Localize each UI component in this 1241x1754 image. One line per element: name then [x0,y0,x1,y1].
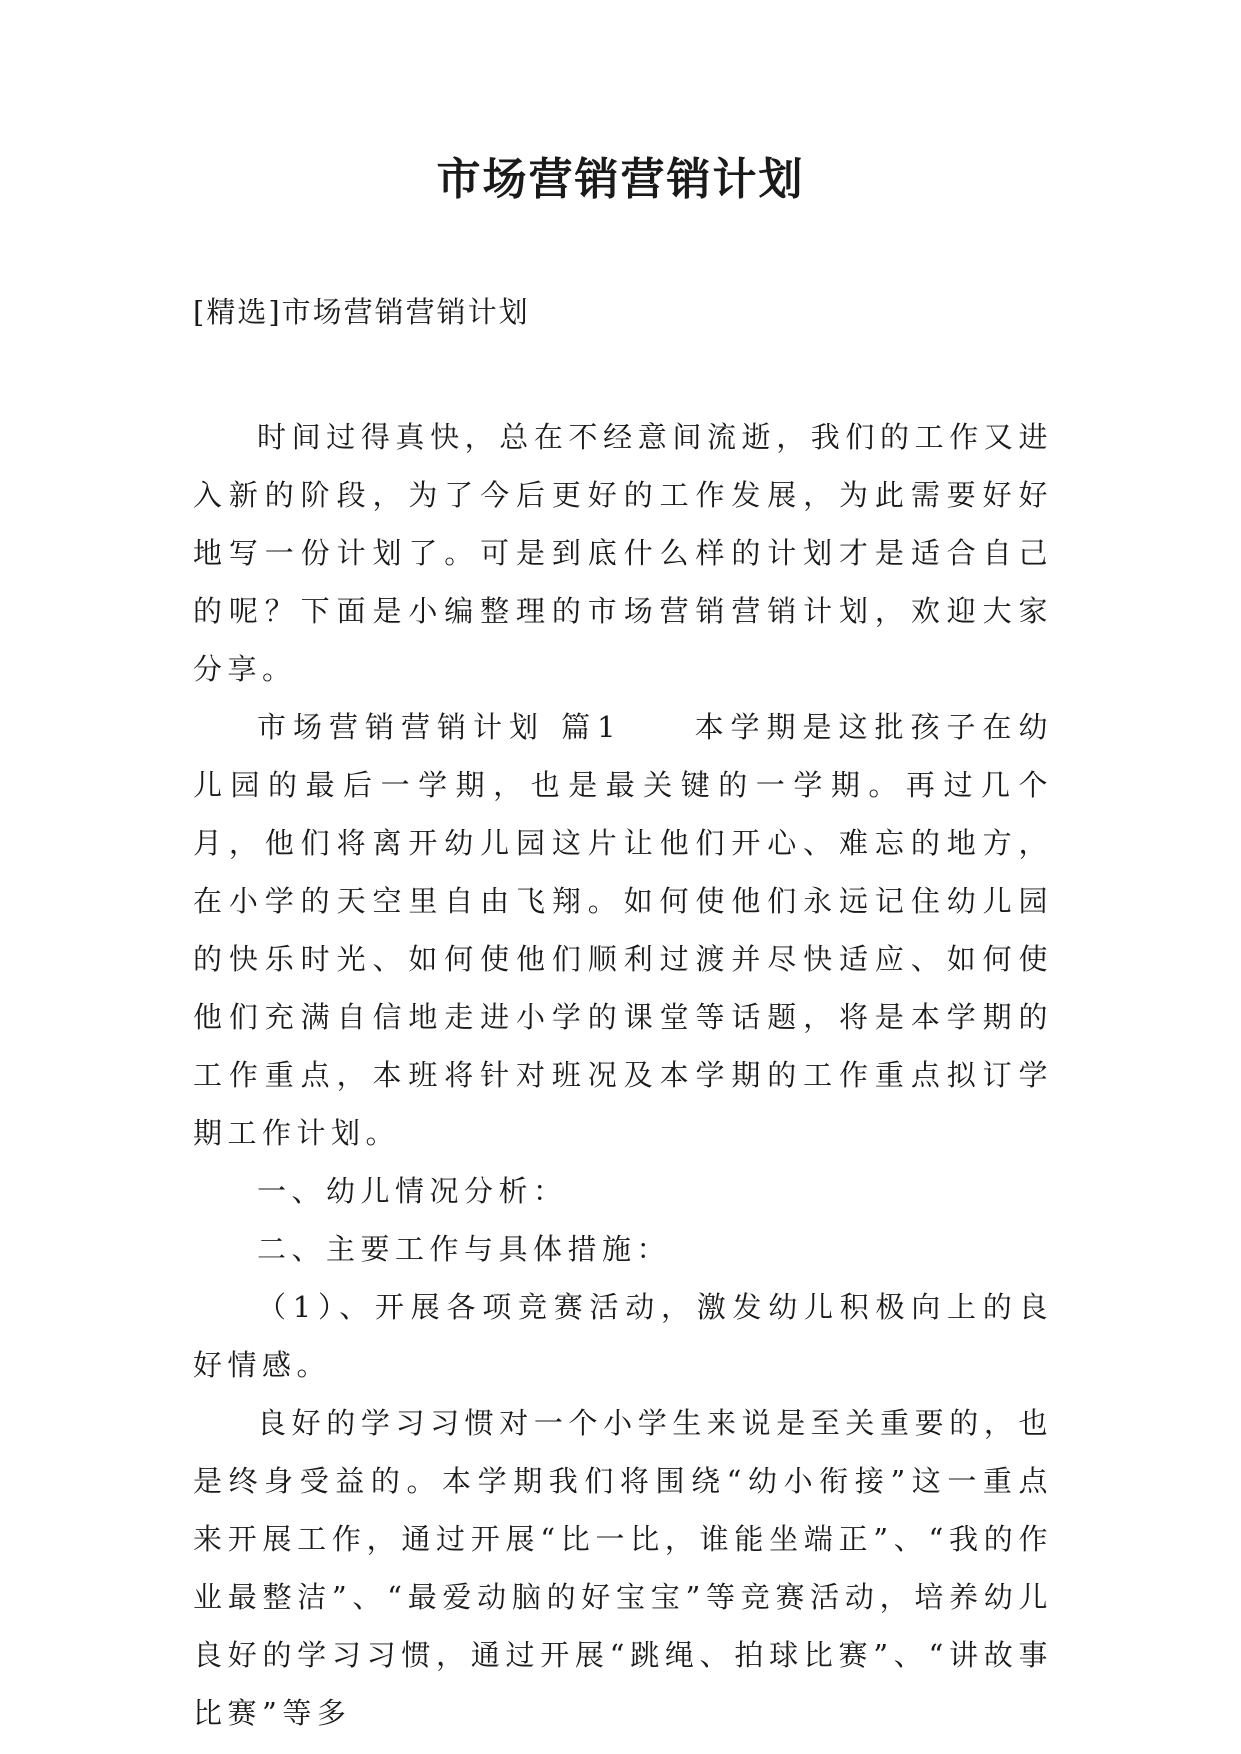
document-subtitle: [精选]市场营销营销计划 [193,295,530,329]
item-1-paragraph: （1）、开展各项竞赛活动，激发幼儿积极向上的良好情感。 [193,1290,1053,1382]
section-1-paragraph: 市场营销营销计划 篇1 本学期是这批孩子在幼儿园的最后一学期，也是最关键的一学期。再过几个月，他们将离开幼儿园这片让他们开心、难忘的地方，在小学的天空里自由飞翔。如何使他们永远记住幼儿园的快乐时光、如何使他们顺利过渡并尽快适应、如何使他们充满自信地走进小学的课堂等话题，将是本学期的工作重点，本班将针对班况及本学期的工作重点拟订学期工作计划。 [193,710,1053,1150]
document-title: 市场营销营销计划 [436,154,805,205]
heading-main-work: 二、主要工作与具体措施： [257,1232,672,1266]
heading-child-analysis: 一、幼儿情况分析： [257,1174,568,1208]
intro-paragraph: 时间过得真快，总在不经意间流逝，我们的工作又进入新的阶段，为了今后更好的工作发展，为此需要好好地写一份计划了。可是到底什么样的计划才是适合自己的呢？下面是小编整理的市场营销营销计划，欢迎大家分享。 [193,420,1053,686]
habits-paragraph: 良好的学习习惯对一个小学生来说是至关重要的，也是终身受益的。本学期我们将围绕“幼小衔接”这一重点来开展工作，通过开展“比一比，谁能坐端正”、“我的作业最整洁”、“最爱动脑的好宝宝”等竞赛活动，培养幼儿良好的学习习惯，通过开展“跳绳、拍球比赛”、“讲故事比赛”等多 [193,1406,1053,1730]
document-body [193,408,1053,1742]
